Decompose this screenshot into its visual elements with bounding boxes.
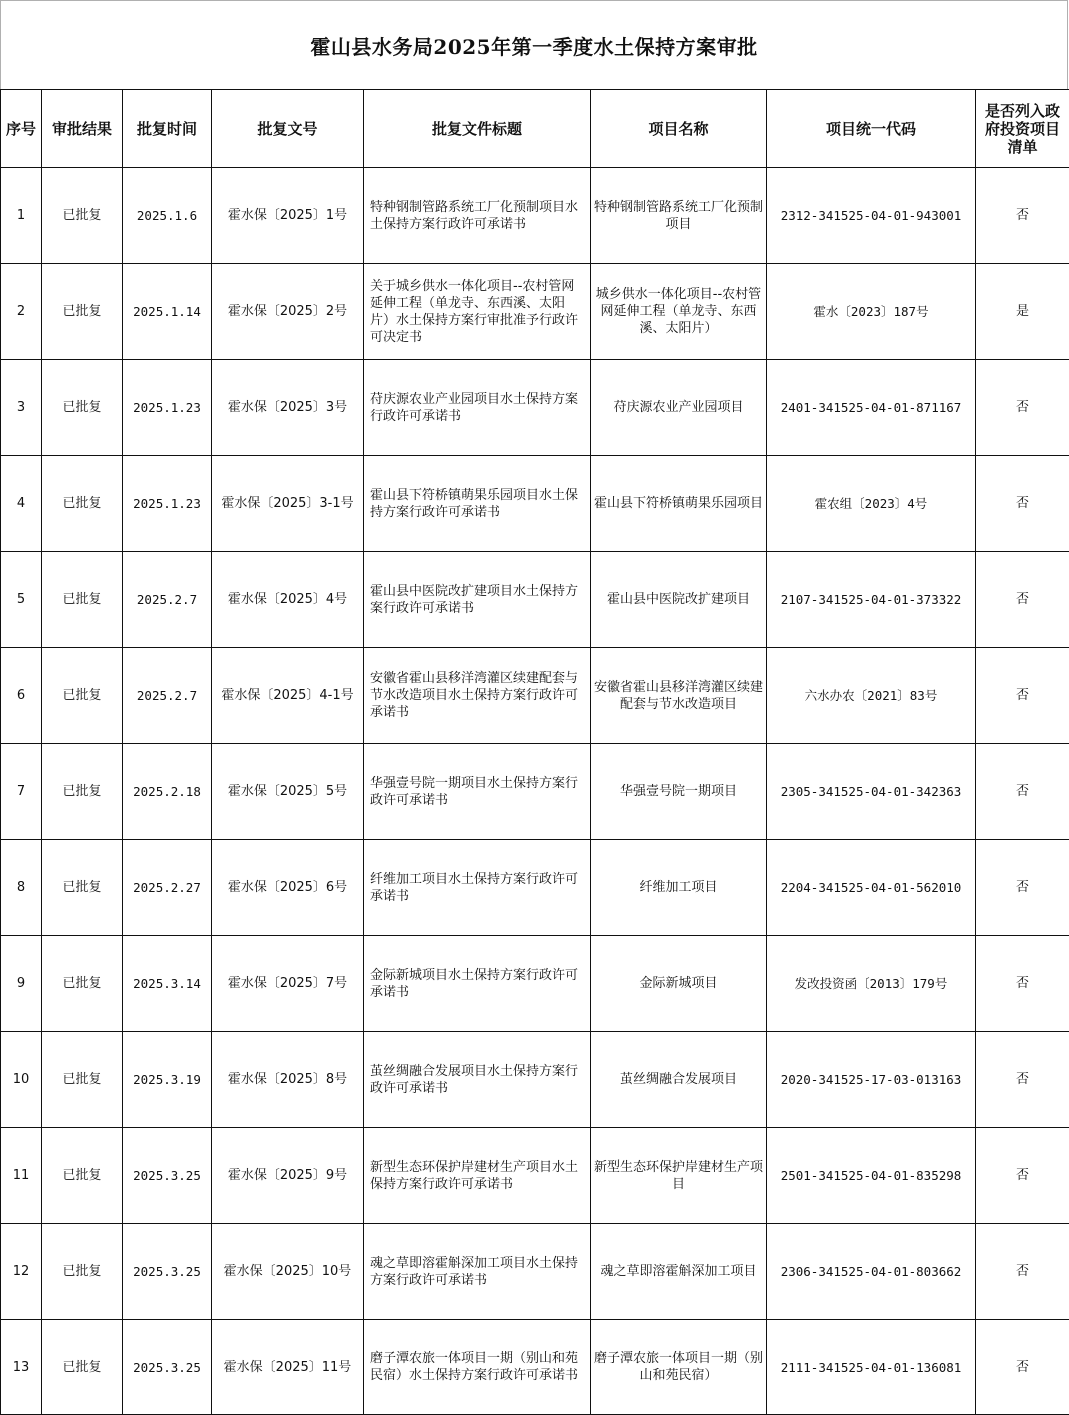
cell-no: 10 [1, 1032, 42, 1128]
cell-project: 茧丝绸融合发展项目 [591, 1032, 767, 1128]
cell-doc-title: 霍山县中医院改扩建项目水土保持方案行政许可承诺书 [364, 552, 591, 648]
table-row [1, 744, 1069, 840]
cell-result: 已批复 [42, 744, 123, 840]
approval-table [0, 89, 1069, 1415]
cell-listed: 否 [976, 1032, 1069, 1128]
cell-no: 12 [1, 1224, 42, 1320]
cell-doc-title: 磨子潭农旅一体项目一期（别山和苑民宿）水土保持方案行政许可承诺书 [364, 1320, 591, 1415]
cell-date: 2025.3.14 [123, 936, 212, 1032]
cell-date: 2025.1.14 [123, 264, 212, 360]
cell-result: 已批复 [42, 168, 123, 264]
cell-doc-title: 华强壹号院一期项目水土保持方案行政许可承诺书 [364, 744, 591, 840]
cell-listed: 否 [976, 552, 1069, 648]
cell-doc-no: 霍水保〔2025〕7号 [212, 936, 364, 1032]
table-row [1, 936, 1069, 1032]
cell-listed: 否 [976, 1128, 1069, 1224]
header-project: 项目名称 [591, 90, 767, 168]
cell-project: 磨子潭农旅一体项目一期（别山和苑民宿） [591, 1320, 767, 1415]
cell-code: 六水办农〔2021〕83号 [767, 648, 976, 744]
cell-date: 2025.2.7 [123, 648, 212, 744]
cell-doc-no: 霍水保〔2025〕4-1号 [212, 648, 364, 744]
cell-doc-title: 新型生态环保护岸建材生产项目水土保持方案行政许可承诺书 [364, 1128, 591, 1224]
cell-date: 2025.2.18 [123, 744, 212, 840]
table-row [1, 840, 1069, 936]
cell-doc-title: 特种钢制管路系统工厂化预制项目水土保持方案行政许可承诺书 [364, 168, 591, 264]
cell-result: 已批复 [42, 936, 123, 1032]
cell-result: 已批复 [42, 1032, 123, 1128]
cell-code: 2401-341525-04-01-871167 [767, 360, 976, 456]
table-row [1, 456, 1069, 552]
cell-project: 特种钢制管路系统工厂化预制项目 [591, 168, 767, 264]
cell-listed: 否 [976, 648, 1069, 744]
cell-doc-no: 霍水保〔2025〕11号 [212, 1320, 364, 1415]
cell-code: 霍水〔2023〕187号 [767, 264, 976, 360]
cell-doc-no: 霍水保〔2025〕9号 [212, 1128, 364, 1224]
cell-result: 已批复 [42, 456, 123, 552]
header-doc-title: 批复文件标题 [364, 90, 591, 168]
cell-project: 华强壹号院一期项目 [591, 744, 767, 840]
cell-doc-title: 霍山县下符桥镇萌果乐园项目水土保持方案行政许可承诺书 [364, 456, 591, 552]
cell-project: 金际新城项目 [591, 936, 767, 1032]
cell-no: 1 [1, 168, 42, 264]
cell-project: 城乡供水一体化项目--农村管网延伸工程（单龙寺、东西溪、太阳片） [591, 264, 767, 360]
cell-result: 已批复 [42, 552, 123, 648]
cell-code: 2312-341525-04-01-943001 [767, 168, 976, 264]
cell-project: 魂之草即溶霍斛深加工项目 [591, 1224, 767, 1320]
cell-doc-title: 金际新城项目水土保持方案行政许可承诺书 [364, 936, 591, 1032]
cell-date: 2025.3.19 [123, 1032, 212, 1128]
header-code: 项目统一代码 [767, 90, 976, 168]
cell-doc-no: 霍水保〔2025〕3-1号 [212, 456, 364, 552]
cell-listed: 是 [976, 264, 1069, 360]
cell-result: 已批复 [42, 648, 123, 744]
cell-date: 2025.1.23 [123, 360, 212, 456]
cell-result: 已批复 [42, 1128, 123, 1224]
header-date: 批复时间 [123, 90, 212, 168]
table-row [1, 648, 1069, 744]
cell-project: 安徽省霍山县移洋湾灌区续建配套与节水改造项目 [591, 648, 767, 744]
table-row [1, 552, 1069, 648]
cell-result: 已批复 [42, 360, 123, 456]
cell-project: 纤维加工项目 [591, 840, 767, 936]
table-row [1, 1320, 1069, 1415]
cell-listed: 否 [976, 360, 1069, 456]
cell-doc-title: 魂之草即溶霍斛深加工项目水土保持方案行政许可承诺书 [364, 1224, 591, 1320]
cell-doc-title: 安徽省霍山县移洋湾灌区续建配套与节水改造项目水土保持方案行政许可承诺书 [364, 648, 591, 744]
cell-listed: 否 [976, 744, 1069, 840]
cell-listed: 否 [976, 1224, 1069, 1320]
cell-no: 5 [1, 552, 42, 648]
cell-date: 2025.2.27 [123, 840, 212, 936]
cell-code: 2204-341525-04-01-562010 [767, 840, 976, 936]
cell-doc-no: 霍水保〔2025〕1号 [212, 168, 364, 264]
cell-date: 2025.1.23 [123, 456, 212, 552]
cell-doc-no: 霍水保〔2025〕5号 [212, 744, 364, 840]
cell-project: 苻庆源农业产业园项目 [591, 360, 767, 456]
cell-code: 2305-341525-04-01-342363 [767, 744, 976, 840]
cell-date: 2025.3.25 [123, 1128, 212, 1224]
cell-date: 2025.1.6 [123, 168, 212, 264]
cell-code: 2020-341525-17-03-013163 [767, 1032, 976, 1128]
table-row [1, 360, 1069, 456]
cell-listed: 否 [976, 168, 1069, 264]
cell-doc-title: 茧丝绸融合发展项目水土保持方案行政许可承诺书 [364, 1032, 591, 1128]
cell-doc-no: 霍水保〔2025〕6号 [212, 840, 364, 936]
cell-code: 2306-341525-04-01-803662 [767, 1224, 976, 1320]
cell-code: 2111-341525-04-01-136081 [767, 1320, 976, 1415]
cell-listed: 否 [976, 936, 1069, 1032]
cell-doc-title: 苻庆源农业产业园项目水土保持方案行政许可承诺书 [364, 360, 591, 456]
cell-project: 霍山县中医院改扩建项目 [591, 552, 767, 648]
cell-no: 6 [1, 648, 42, 744]
cell-no: 11 [1, 1128, 42, 1224]
cell-no: 4 [1, 456, 42, 552]
cell-no: 3 [1, 360, 42, 456]
cell-project: 新型生态环保护岸建材生产项目 [591, 1128, 767, 1224]
cell-result: 已批复 [42, 264, 123, 360]
cell-doc-no: 霍水保〔2025〕2号 [212, 264, 364, 360]
cell-date: 2025.2.7 [123, 552, 212, 648]
header-doc-no: 批复文号 [212, 90, 364, 168]
cell-no: 13 [1, 1320, 42, 1415]
table-row [1, 1128, 1069, 1224]
cell-listed: 否 [976, 456, 1069, 552]
page-title: 霍山县水务局2025年第一季度水土保持方案审批 [0, 0, 1068, 89]
cell-code: 发改投资函〔2013〕179号 [767, 936, 976, 1032]
table-row [1, 1032, 1069, 1128]
table-row [1, 1224, 1069, 1320]
table-row [1, 168, 1069, 264]
header-listed: 是否列入政府投资项目清单 [976, 90, 1069, 168]
cell-doc-no: 霍水保〔2025〕10号 [212, 1224, 364, 1320]
cell-result: 已批复 [42, 1224, 123, 1320]
cell-doc-no: 霍水保〔2025〕3号 [212, 360, 364, 456]
cell-code: 2107-341525-04-01-373322 [767, 552, 976, 648]
cell-code: 霍农组〔2023〕4号 [767, 456, 976, 552]
cell-date: 2025.3.25 [123, 1224, 212, 1320]
cell-doc-no: 霍水保〔2025〕8号 [212, 1032, 364, 1128]
cell-date: 2025.3.25 [123, 1320, 212, 1415]
cell-listed: 否 [976, 840, 1069, 936]
header-result: 审批结果 [42, 90, 123, 168]
cell-doc-title: 关于城乡供水一体化项目--农村管网延伸工程（单龙寺、东西溪、太阳片）水土保持方案行审批准予行政许可决定书 [364, 264, 591, 360]
cell-doc-no: 霍水保〔2025〕4号 [212, 552, 364, 648]
cell-no: 2 [1, 264, 42, 360]
header-row [1, 90, 1069, 168]
cell-no: 9 [1, 936, 42, 1032]
cell-no: 7 [1, 744, 42, 840]
cell-result: 已批复 [42, 1320, 123, 1415]
cell-listed: 否 [976, 1320, 1069, 1415]
table-row [1, 264, 1069, 360]
header-no: 序号 [1, 90, 42, 168]
cell-doc-title: 纤维加工项目水土保持方案行政许可承诺书 [364, 840, 591, 936]
cell-result: 已批复 [42, 840, 123, 936]
cell-project: 霍山县下符桥镇萌果乐园项目 [591, 456, 767, 552]
cell-code: 2501-341525-04-01-835298 [767, 1128, 976, 1224]
cell-no: 8 [1, 840, 42, 936]
